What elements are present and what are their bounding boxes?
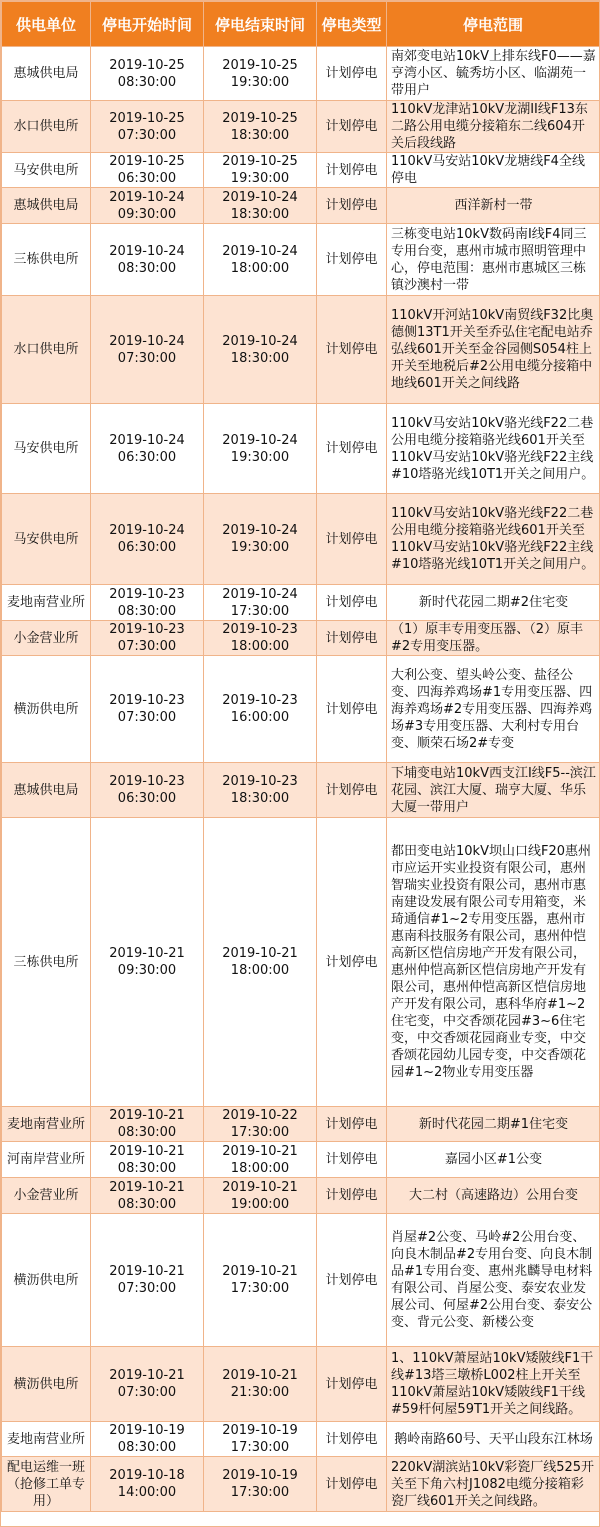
cell-end-time [204, 188, 317, 224]
start-time: 07:30:00 [117, 1385, 177, 1400]
start-time: 09:30:00 [117, 963, 177, 978]
unit-text: 横沥供电所 [13, 1376, 79, 1392]
cell-end-time [204, 1178, 317, 1214]
cell-start-time [91, 153, 204, 188]
end-date: 2019-10-24 [222, 243, 298, 259]
type-text: 计划停电 [325, 1152, 378, 1167]
cell-range [387, 494, 600, 585]
table-row [2, 1178, 600, 1214]
table-row [2, 621, 600, 656]
end-date: 2019-10-19 [222, 1423, 298, 1438]
cell-type [317, 47, 387, 101]
cell-type [317, 153, 387, 188]
range-text: 大二村（高速路边）公用台变 [408, 1188, 578, 1203]
start-date: 2019-10-21 [109, 1368, 185, 1383]
cell-end-time [204, 656, 317, 763]
cell-end-time [204, 47, 317, 101]
cell-type [317, 404, 387, 494]
cell-unit [2, 1107, 91, 1142]
type-text: 计划停电 [325, 1376, 378, 1392]
end-time: 17:30:00 [230, 603, 290, 619]
type-text: 计划停电 [325, 441, 378, 456]
end-date: 2019-10-23 [222, 774, 298, 789]
start-time: 08:30:00 [117, 1125, 177, 1140]
type-text: 计划停电 [325, 252, 378, 267]
type-text: 计划停电 [325, 531, 378, 547]
start-time: 08:30:00 [117, 1440, 177, 1455]
header-start-time: 停电开始时间 [91, 2, 204, 47]
cell-end-time [204, 404, 317, 494]
end-time: 21:30:00 [230, 1385, 290, 1400]
start-date: 2019-10-23 [109, 622, 185, 637]
cell-start-time [91, 101, 204, 153]
cell-range [387, 1457, 600, 1512]
header-row [2, 2, 600, 47]
start-time: 08:30:00 [117, 603, 177, 619]
table-row [2, 404, 600, 494]
cell-end-time [204, 494, 317, 585]
end-time: 16:00:00 [230, 710, 290, 725]
cell-unit [2, 1142, 91, 1178]
cell-end-time [204, 224, 317, 296]
range-text: 嘉园小区#1公变 [444, 1152, 543, 1167]
start-date: 2019-10-24 [109, 523, 185, 538]
range-text: 大利公变、望头岭公变、盐径公变、四海养鸡场#1专用变压器、四海养鸡场#2专用变压器、四海养鸡场#3专用变压器、大利村专用台变、顺荣石场2#专变 [391, 667, 593, 751]
cell-end-time [204, 1107, 317, 1142]
end-date: 2019-10-24 [222, 189, 298, 205]
cell-range [387, 1178, 600, 1214]
start-time: 08:30:00 [117, 260, 177, 276]
cell-range [387, 101, 600, 153]
range-text: 肖屋#2公变、马岭#2公用台变、向良木制品#2专用台变、向良木制品#1专用台变、惠州兆麟导电材料有限公司、肖屋公变、泰安农业发展公司、何屋#2公用台变、泰安公变、背元公变、新楼公变 [391, 1230, 593, 1330]
start-date: 2019-10-21 [109, 1143, 185, 1159]
start-date: 2019-10-25 [109, 110, 185, 126]
unit-text: 惠城供电局 [13, 198, 79, 213]
type-text: 计划停电 [325, 66, 378, 81]
table-row [2, 296, 600, 404]
cell-range [387, 621, 600, 656]
header-unit: 供电单位 [2, 2, 91, 47]
unit-text: 马安供电所 [13, 531, 79, 547]
table-row [2, 494, 600, 585]
type-text: 计划停电 [325, 595, 378, 610]
end-date: 2019-10-25 [222, 57, 298, 73]
cell-unit [2, 404, 91, 494]
end-time: 18:30:00 [230, 350, 290, 366]
end-date: 2019-10-24 [222, 432, 298, 448]
start-time: 07:30:00 [117, 710, 177, 725]
cell-start-time [91, 656, 204, 763]
cell-unit [2, 47, 91, 101]
cell-start-time [91, 296, 204, 404]
cell-end-time [204, 101, 317, 153]
cell-start-time [91, 1214, 204, 1347]
end-date: 2019-10-25 [222, 110, 298, 126]
cell-start-time [91, 224, 204, 296]
unit-text: 马安供电所 [13, 441, 79, 456]
cell-range [387, 585, 600, 621]
cell-range [387, 188, 600, 224]
type-text: 计划停电 [325, 630, 378, 646]
unit-text: 水口供电所 [13, 342, 79, 357]
start-date: 2019-10-21 [109, 946, 185, 961]
cell-start-time [91, 1178, 204, 1214]
cell-type [317, 1214, 387, 1347]
cell-unit [2, 1422, 91, 1457]
cell-start-time [91, 47, 204, 101]
end-date: 2019-10-25 [222, 154, 298, 169]
cell-start-time [91, 585, 204, 621]
start-time: 06:30:00 [117, 449, 177, 465]
cell-start-time [91, 494, 204, 585]
start-date: 2019-10-19 [109, 1423, 185, 1438]
range-text: 西洋新村一带 [454, 198, 533, 213]
cell-unit [2, 818, 91, 1107]
cell-start-time [91, 404, 204, 494]
range-text: 新时代花园二期#1住宅变 [418, 1116, 569, 1132]
cell-end-time [204, 818, 317, 1107]
cell-end-time [204, 153, 317, 188]
cell-start-time [91, 818, 204, 1107]
unit-text: 麦地南营业所 [6, 1116, 85, 1132]
range-text: 1、110kV萧屋站10kV矮陂线F1干线#13塔三墩桥L002柱上开关至110kV萧屋站10kV矮陂线F1干线#59杆何屋59T1开关之间线路。 [391, 1351, 594, 1417]
start-date: 2019-10-25 [109, 154, 185, 169]
cell-end-time [204, 1142, 317, 1178]
cell-range [387, 656, 600, 763]
end-time: 17:30:00 [230, 1125, 290, 1140]
start-time: 08:30:00 [117, 1196, 177, 1212]
cell-start-time [91, 1457, 204, 1512]
range-text: 下埔变电站10kV西支江Ⅰ线F5--滨江花园、滨江大厦、瑞亨大厦、华乐大厦一带用户 [391, 765, 596, 815]
end-date: 2019-10-21 [222, 1368, 298, 1383]
header-type: 停电类型 [317, 2, 387, 47]
cell-end-time [204, 763, 317, 818]
cell-start-time [91, 1347, 204, 1422]
start-time: 08:30:00 [117, 1160, 177, 1176]
unit-text: 水口供电所 [13, 119, 79, 134]
cell-end-time [204, 585, 317, 621]
end-time: 18:30:00 [230, 791, 290, 806]
start-time: 06:30:00 [117, 540, 177, 555]
type-text: 计划停电 [325, 701, 378, 717]
cell-range [387, 1142, 600, 1178]
type-text: 计划停电 [325, 1476, 378, 1492]
cell-range [387, 47, 600, 101]
unit-text: 惠城供电局 [13, 66, 79, 81]
cell-range [387, 296, 600, 404]
cell-end-time [204, 621, 317, 656]
table-row [2, 224, 600, 296]
cell-end-time [204, 1422, 317, 1457]
cell-type [317, 101, 387, 153]
cell-type [317, 621, 387, 656]
cell-type [317, 296, 387, 404]
range-text: 110kV马安站10kV骆光线F22二巷公用电缆分接箱骆光线601开关至110kV马安站10kV骆光线F22主线#10塔骆光线10T1开关之间用户。 [391, 415, 595, 482]
range-text: 110kV马安站10kV龙塘线F4全线停电 [391, 154, 585, 186]
unit-text: 河南岸营业所 [6, 1152, 85, 1167]
cell-type [317, 763, 387, 818]
start-time: 07:30:00 [117, 127, 177, 143]
range-text: （1）原丰专用变压器、（2）原丰#2专用变压器。 [391, 622, 584, 654]
end-date: 2019-10-24 [222, 333, 298, 349]
unit-text: 小金营业所 [13, 1188, 79, 1203]
range-text: 110kV开河站10kV南贸线F32比奥德侧13T1开关至乔弘住宅配电站乔弘线601开关至金谷园侧S054柱上开关至地税后#2公用电缆分接箱中地线601开关之间线路 [391, 308, 594, 391]
cell-unit [2, 101, 91, 153]
cell-type [317, 1347, 387, 1422]
range-text: 都田变电站10kV坝山口线F20惠州市应运开实业投资有限公司，惠州智瑞实业投资有限公司，惠州市惠南建设发展有限公司专用箱变，米琦通信#1~2专用变压器，惠州市惠南科技服务有限公司，惠州仲恺高新区恺信房地产开发有限公司，惠州仲恺高新区恺信房地产开发有限公司，惠州仲恺高新区恺信房地产开发有限公司，惠科华府#1~2住宅变，中交香颂花园#3~6住宅变，中交香颂花园商业专变，中交香颂花园幼儿园专变，中交香颂花园#1~2物业专用变压器 [391, 844, 591, 1080]
end-date: 2019-10-21 [222, 1143, 298, 1159]
start-date: 2019-10-21 [109, 1264, 185, 1279]
cell-type [317, 656, 387, 763]
cell-start-time [91, 188, 204, 224]
cell-unit [2, 296, 91, 404]
end-time: 19:30:00 [230, 540, 290, 555]
start-date: 2019-10-24 [109, 432, 185, 448]
range-text: 220kV湖滨站10kV彩瓷厂线525开关至下角六村J1082电缆分接箱彩瓷厂线601开关之间线路。 [391, 1459, 595, 1509]
unit-text: 三栋供电所 [13, 954, 79, 970]
table-row [2, 47, 600, 101]
cell-type [317, 224, 387, 296]
start-date: 2019-10-25 [109, 57, 185, 73]
end-time: 17:30:00 [230, 1281, 290, 1296]
end-time: 18:30:00 [230, 206, 290, 222]
start-date: 2019-10-18 [109, 1468, 185, 1483]
table-row [2, 656, 600, 763]
end-time: 19:00:00 [230, 1196, 290, 1212]
cell-type [317, 1107, 387, 1142]
cell-range [387, 1214, 600, 1347]
start-date: 2019-10-24 [109, 189, 185, 205]
type-text: 计划停电 [325, 198, 378, 213]
range-text: 南郊变电站10kV上排东线F0——嘉亨湾小区、毓秀坊小区、临湖苑一带用户 [391, 49, 596, 98]
cell-unit [2, 224, 91, 296]
range-text: 鹅岭南路60号、天平山段东江林场 [394, 1431, 593, 1447]
table-row [2, 1422, 600, 1457]
unit-text: 横沥供电所 [13, 1272, 79, 1288]
end-date: 2019-10-24 [222, 586, 298, 602]
end-date: 2019-10-24 [222, 523, 298, 538]
start-time: 07:30:00 [117, 639, 177, 654]
start-time: 07:30:00 [117, 1281, 177, 1296]
unit-text: 麦地南营业所 [6, 595, 85, 610]
type-text: 计划停电 [325, 954, 378, 970]
cell-type [317, 818, 387, 1107]
end-date: 2019-10-19 [222, 1468, 298, 1483]
table-row [2, 1347, 600, 1422]
end-time: 18:30:00 [230, 127, 290, 143]
unit-text: 横沥供电所 [13, 701, 79, 717]
cell-type [317, 1142, 387, 1178]
type-text: 计划停电 [325, 1272, 378, 1288]
table-row [2, 101, 600, 153]
outage-table [1, 1, 600, 1512]
start-time: 06:30:00 [117, 791, 177, 806]
type-text: 计划停电 [325, 782, 378, 798]
cell-type [317, 585, 387, 621]
table-row [2, 818, 600, 1107]
cell-start-time [91, 1142, 204, 1178]
end-date: 2019-10-22 [222, 1108, 298, 1123]
cell-type [317, 494, 387, 585]
type-text: 计划停电 [325, 342, 378, 357]
table-row [2, 585, 600, 621]
cell-type [317, 1422, 387, 1457]
range-text: 三栋变电站10kV数码南I线F4同三专用台变，惠州市城市照明管理中心，停电范围：惠州市惠城区三栋镇沙澳村一带 [391, 226, 587, 293]
end-time: 18:00:00 [230, 260, 290, 276]
end-date: 2019-10-23 [222, 622, 298, 637]
start-date: 2019-10-23 [109, 774, 185, 789]
end-time: 18:00:00 [230, 1160, 290, 1176]
cell-unit [2, 585, 91, 621]
end-date: 2019-10-21 [222, 1264, 298, 1279]
cell-range [387, 763, 600, 818]
table-row [2, 1107, 600, 1142]
end-time: 18:00:00 [230, 639, 290, 654]
table-row [2, 188, 600, 224]
cell-unit [2, 1214, 91, 1347]
end-time: 19:30:00 [230, 171, 290, 186]
cell-end-time [204, 1214, 317, 1347]
type-text: 计划停电 [325, 119, 378, 134]
type-text: 计划停电 [325, 1116, 378, 1132]
cell-end-time [204, 1347, 317, 1422]
cell-range [387, 153, 600, 188]
cell-unit [2, 763, 91, 818]
table-row [2, 1142, 600, 1178]
type-text: 计划停电 [325, 162, 378, 178]
end-time: 17:30:00 [230, 1485, 290, 1500]
end-date: 2019-10-23 [222, 693, 298, 708]
cell-unit [2, 188, 91, 224]
start-date: 2019-10-23 [109, 586, 185, 602]
start-date: 2019-10-21 [109, 1179, 185, 1195]
range-text: 110kV马安站10kV骆光线F22二巷公用电缆分接箱骆光线601开关至110kV马安站10kV骆光线F22主线#10塔骆光线10T1开关之间用户。 [391, 506, 595, 572]
cell-range [387, 818, 600, 1107]
start-date: 2019-10-24 [109, 333, 185, 349]
unit-text: 惠城供电局 [13, 782, 79, 798]
start-time: 14:00:00 [117, 1485, 177, 1500]
cell-type [317, 188, 387, 224]
start-time: 07:30:00 [117, 350, 177, 366]
range-text: 新时代花园二期#2住宅变 [418, 595, 569, 610]
cell-unit [2, 494, 91, 585]
cell-start-time [91, 1422, 204, 1457]
end-date: 2019-10-21 [222, 946, 298, 961]
start-time: 08:30:00 [117, 74, 177, 90]
header-end-time: 停电结束时间 [204, 2, 317, 47]
cell-range [387, 1422, 600, 1457]
cell-start-time [91, 621, 204, 656]
cell-unit [2, 656, 91, 763]
type-text: 计划停电 [325, 1431, 378, 1447]
table-row [2, 763, 600, 818]
range-text: 110kV龙津站10kV龙湖II线F13东二路公用电缆分接箱东二线604开关后段线路 [391, 102, 588, 151]
cell-end-time [204, 296, 317, 404]
cell-start-time [91, 1107, 204, 1142]
cell-unit [2, 1457, 91, 1512]
cell-unit [2, 621, 91, 656]
unit-text: 配电运维一班（抢修工单专用） [6, 1459, 85, 1509]
cell-unit [2, 1347, 91, 1422]
cell-unit [2, 153, 91, 188]
end-time: 19:30:00 [230, 74, 290, 90]
cell-range [387, 404, 600, 494]
header-range: 停电范围 [387, 2, 600, 47]
start-time: 06:30:00 [117, 171, 177, 186]
end-time: 19:30:00 [230, 449, 290, 465]
table-row [2, 153, 600, 188]
start-date: 2019-10-21 [109, 1108, 185, 1123]
table-row [2, 1457, 600, 1512]
table-row [2, 1214, 600, 1347]
unit-text: 三栋供电所 [13, 252, 79, 267]
unit-text: 小金营业所 [13, 630, 79, 646]
start-date: 2019-10-23 [109, 693, 185, 708]
cell-range [387, 224, 600, 296]
type-text: 计划停电 [325, 1188, 378, 1203]
cell-type [317, 1178, 387, 1214]
cell-end-time [204, 1457, 317, 1512]
unit-text: 麦地南营业所 [6, 1431, 85, 1447]
start-time: 09:30:00 [117, 206, 177, 222]
end-time: 18:00:00 [230, 963, 290, 978]
cell-start-time [91, 763, 204, 818]
unit-text: 马安供电所 [13, 162, 79, 178]
end-time: 17:30:00 [230, 1440, 290, 1455]
cell-range [387, 1347, 600, 1422]
cell-unit [2, 1178, 91, 1214]
cell-type [317, 1457, 387, 1512]
cell-range [387, 1107, 600, 1142]
end-date: 2019-10-21 [222, 1179, 298, 1195]
start-date: 2019-10-24 [109, 243, 185, 259]
